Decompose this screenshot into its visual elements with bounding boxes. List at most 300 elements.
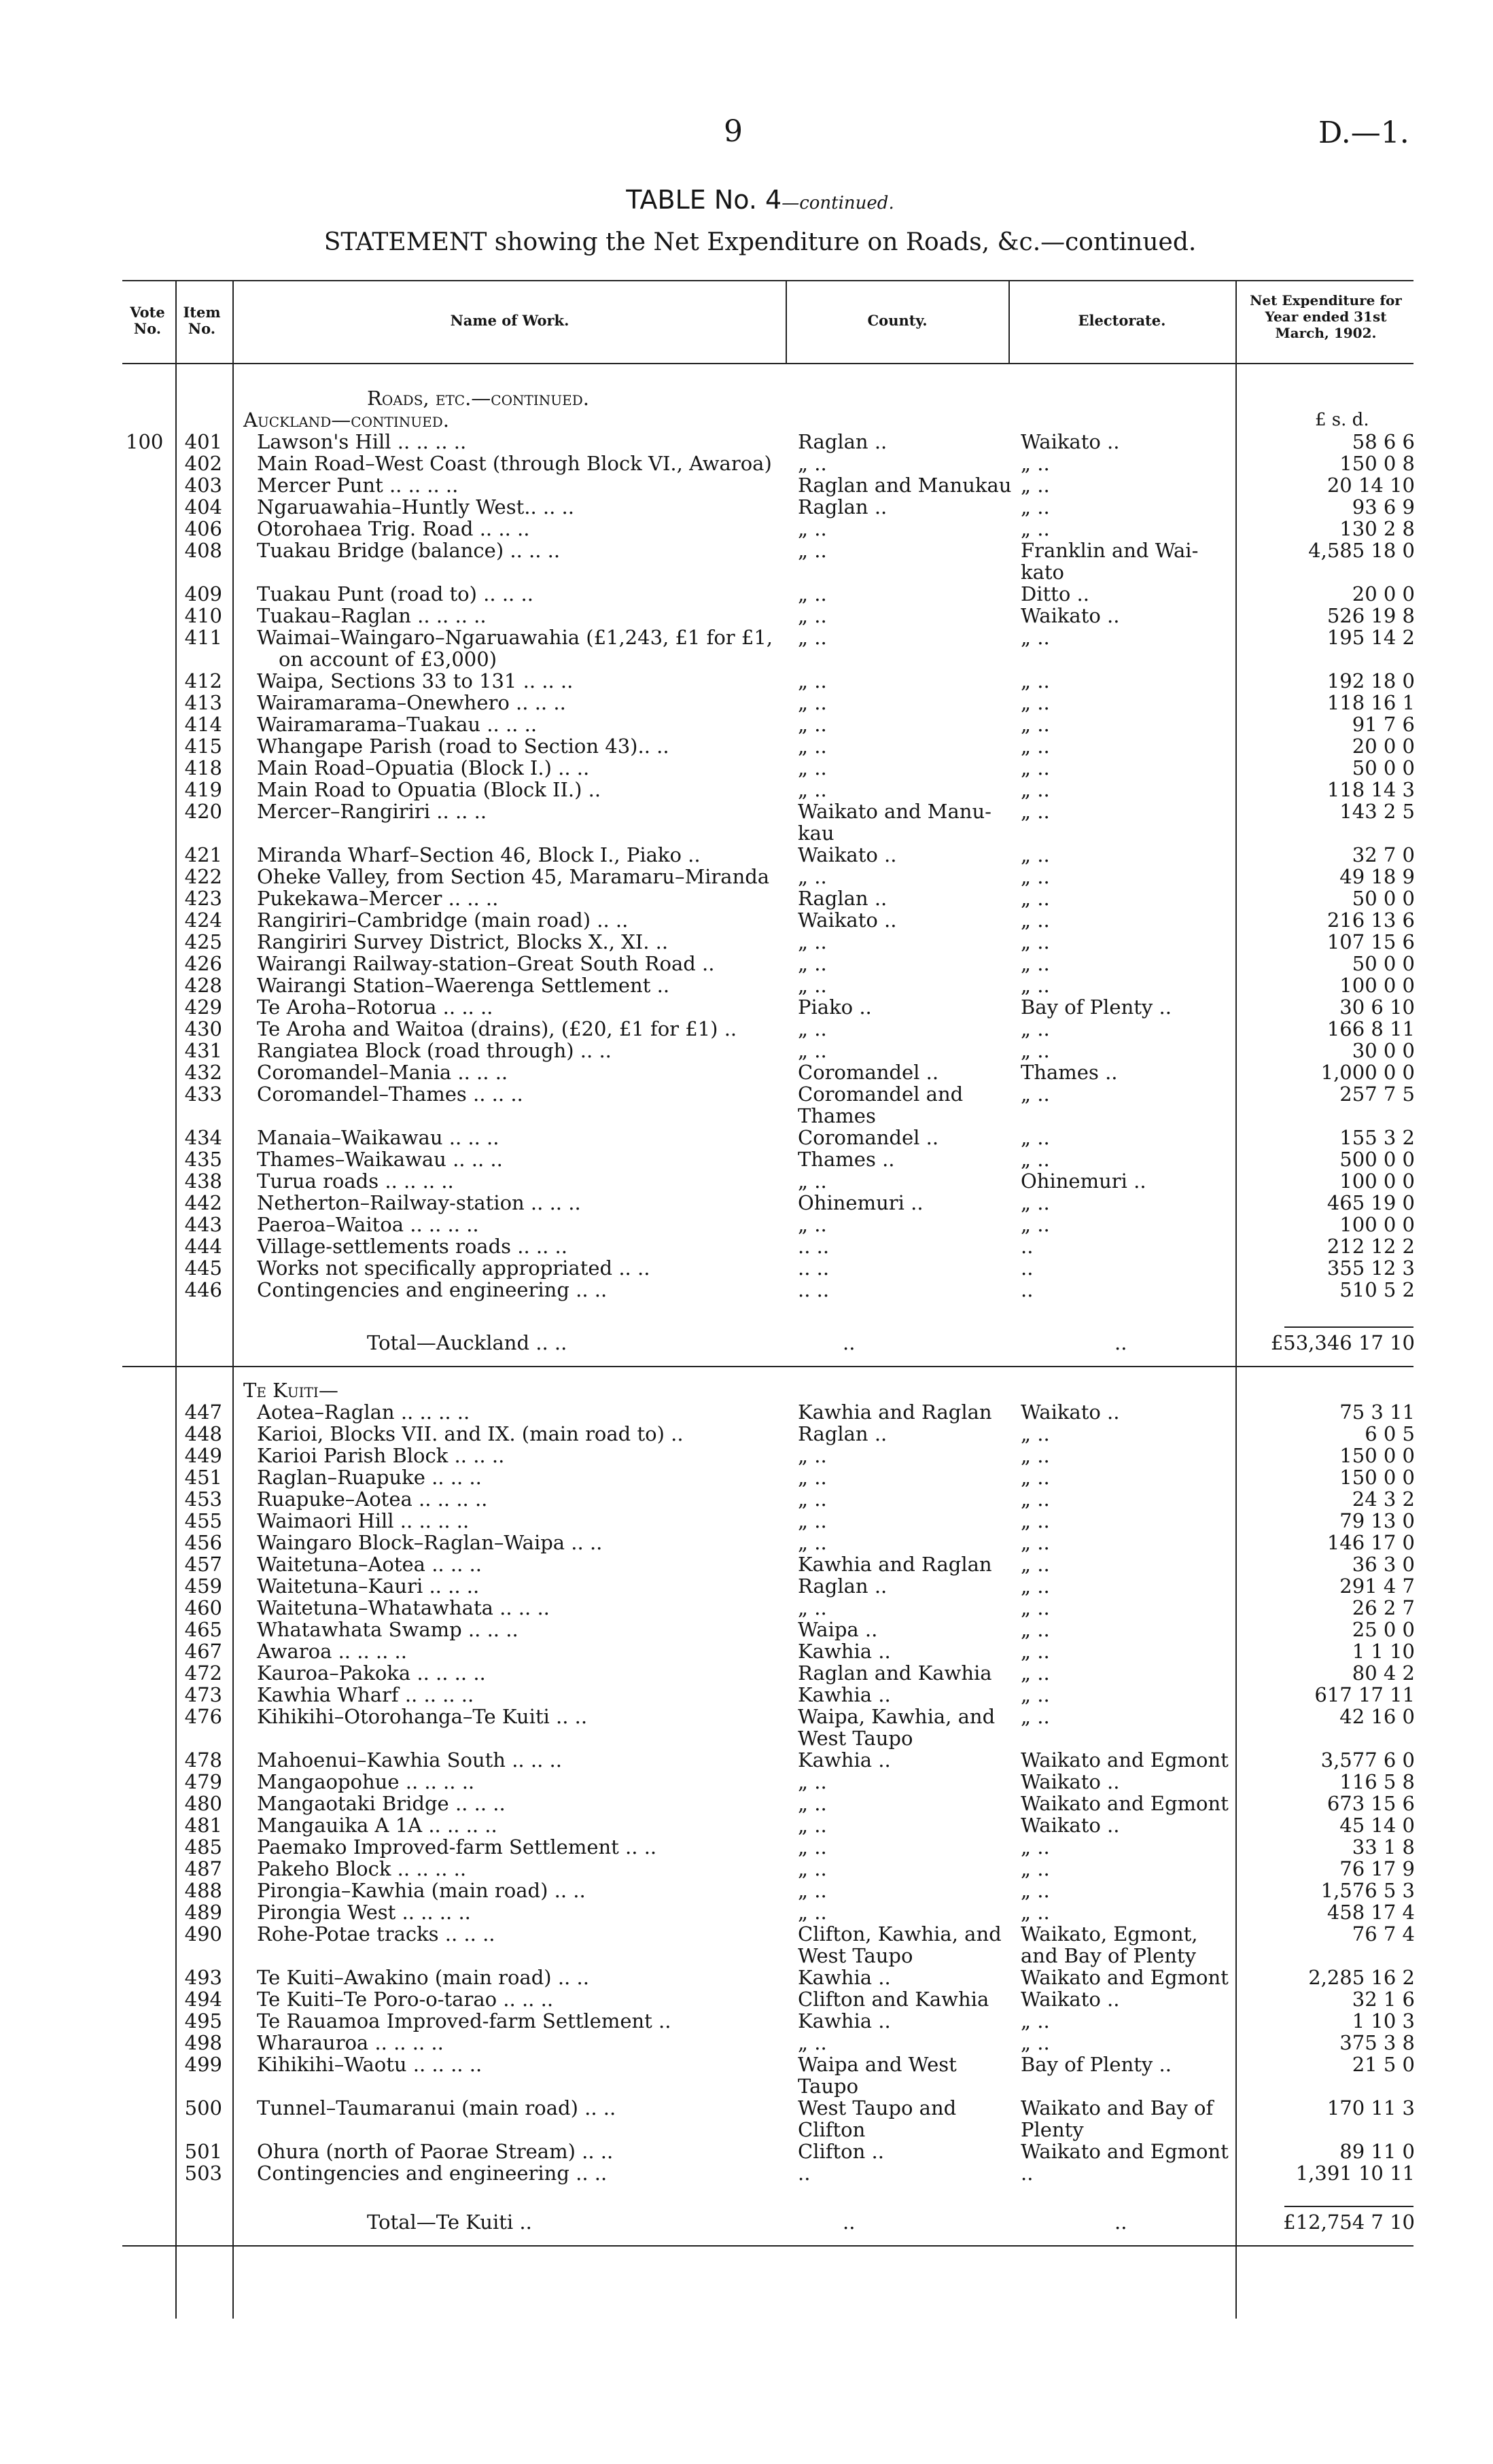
electorate: Ditto .. [1021,582,1089,605]
work-name: Waingaro Block–Raglan–Waipa .. .. [257,1531,603,1554]
net-expenditure: 291 4 7 [1339,1574,1415,1598]
county: Coromandel .. [798,1126,939,1149]
item-number: 478 [184,1748,222,1772]
county: „ .. [798,1509,827,1532]
county-continued: West Taupo [798,1727,913,1750]
electorate: „ .. [1021,691,1050,714]
item-number: 498 [184,2031,222,2054]
work-name: Karioi, Blocks VII. and IX. (main road to) .. [257,1422,684,1445]
electorate: „ .. [1021,1618,1050,1641]
item-number: 415 [184,735,222,758]
county: „ .. [798,452,827,475]
total-electorate: .. [1114,2211,1127,2234]
county: „ .. [798,2031,827,2054]
electorate: „ .. [1021,2031,1050,2054]
electorate: Waikato .. [1021,1770,1120,1793]
work-name: Rangiriri–Cambridge (main road) .. .. [257,909,629,932]
county: Raglan and Manukau [798,474,1012,497]
item-number: 451 [184,1466,222,1489]
item-number: 434 [184,1126,222,1149]
work-name: Turua roads .. .. .. .. [257,1169,454,1193]
table-row [0,518,1493,540]
electorate: „ .. [1021,909,1050,932]
item-number: 495 [184,2009,222,2032]
header-top-rule [122,280,1413,281]
section-heading-auckland: Auckland—continued. [243,408,449,432]
page-number: 9 [724,114,743,149]
net-expenditure: 6 0 5 [1365,1422,1415,1445]
electorate: „ .. [1021,1705,1050,1728]
item-number: 459 [184,1574,222,1598]
table-row [0,1214,1493,1235]
work-name: Wharauroa .. .. .. .. [257,2031,444,2054]
item-number: 426 [184,952,222,975]
county: „ .. [798,952,827,975]
county: „ .. [798,930,827,953]
table-row [0,2162,1493,2184]
table-row [0,1257,1493,1279]
work-name: Oheke Valley, from Section 45, Maramaru–Miranda [257,865,770,888]
electorate: „ .. [1021,1422,1050,1445]
county: „ .. [798,1901,827,1924]
net-expenditure: 192 18 0 [1327,669,1415,692]
col-header-net-expenditure: Net Expenditure for Year ended 31st March, 1902. [1250,292,1402,341]
work-name: Karioi Parish Block .. .. .. [257,1444,505,1467]
electorate: „ .. [1021,713,1050,736]
net-expenditure: 1,391 10 11 [1295,2162,1415,2185]
net-expenditure: 20 0 0 [1352,582,1415,605]
table-row [0,453,1493,474]
net-expenditure: 116 5 8 [1339,1770,1415,1793]
work-name: Wairamarama–Onewhero .. .. .. [257,691,566,714]
item-number: 425 [184,930,222,953]
electorate: „ .. [1021,452,1050,475]
table-row [0,431,1493,453]
item-number: 401 [184,430,222,453]
county: Raglan .. [798,430,888,453]
county: „ .. [798,1169,827,1193]
net-expenditure: 80 4 2 [1352,1661,1415,1685]
col-header-vote: Vote No. [130,304,165,337]
county: Kawhia .. [798,1748,891,1772]
county: „ .. [798,974,827,997]
table-row [0,996,1493,1018]
county: Piako .. [798,996,872,1019]
item-number: 406 [184,517,222,540]
work-name: Waipa, Sections 33 to 131 .. .. .. [257,669,574,692]
item-number: 481 [184,1814,222,1837]
table-row [0,953,1493,974]
work-name-continued: on account of £3,000) [279,648,497,671]
table-row [0,1597,1493,1619]
table-row [0,1793,1493,1814]
county: „ .. [798,778,827,801]
work-name: Tunnel–Taumaranui (main road) .. .. [257,2096,616,2119]
electorate: „ .. [1021,474,1050,497]
electorate: „ .. [1021,1444,1050,1467]
county: „ .. [798,626,827,649]
net-expenditure: 4,585 18 0 [1308,539,1415,562]
electorate: „ .. [1021,1488,1050,1511]
electorate: „ .. [1021,778,1050,801]
county: Clifton .. [798,2140,884,2163]
item-number: 448 [184,1422,222,1445]
work-name: Netherton–Railway-station .. .. .. [257,1191,581,1214]
county: „ .. [798,604,827,627]
table-row [0,2010,1493,2032]
electorate: „ .. [1021,517,1050,540]
net-expenditure: 146 17 0 [1327,1531,1415,1554]
item-number: 422 [184,865,222,888]
total-rule [1284,2206,1413,2207]
item-number: 442 [184,1191,222,1214]
work-name: Lawson's Hill .. .. .. .. [257,430,467,453]
work-name: Te Aroha and Waitoa (drains), (£20, £1 for £1) .. [257,1017,737,1040]
document-code: D.—1. [1318,116,1409,150]
table-row [0,1466,1493,1488]
work-name: Ohura (north of Paorae Stream) .. .. [257,2140,614,2163]
work-name: Main Road–West Coast (through Block VI., Awaroa) [257,452,772,475]
work-name: Te Kuiti–Awakino (main road) .. .. [257,1966,589,1989]
electorate: Waikato .. [1021,1814,1120,1837]
table-row [0,757,1493,779]
item-number: 411 [184,626,222,649]
net-expenditure: 107 15 6 [1327,930,1415,953]
item-number: 465 [184,1618,222,1641]
electorate: „ .. [1021,930,1050,953]
work-name: Manaia–Waikawau .. .. .. [257,1126,499,1149]
electorate: „ .. [1021,974,1050,997]
electorate: „ .. [1021,1661,1050,1685]
net-expenditure: 20 14 10 [1327,474,1415,497]
item-number: 446 [184,1278,222,1301]
item-number: 408 [184,539,222,562]
county: Waikato .. [798,843,897,866]
table-row [0,1684,1493,1706]
county: „ .. [798,517,827,540]
net-expenditure: 1 1 10 [1352,1640,1415,1663]
county: Waikato .. [798,909,897,932]
net-expenditure: 526 19 8 [1327,604,1415,627]
item-number: 455 [184,1509,222,1532]
net-expenditure: 1 10 3 [1352,2009,1415,2032]
table-row [0,1148,1493,1170]
net-expenditure: 155 3 2 [1339,1126,1415,1149]
item-number: 499 [184,2053,222,2076]
electorate: „ .. [1021,1213,1050,1236]
work-name: Main Road to Opuatia (Block II.) .. [257,778,601,801]
net-expenditure: 24 3 2 [1352,1488,1415,1511]
work-name: Main Road–Opuatia (Block I.) .. .. [257,756,590,779]
item-number: 433 [184,1083,222,1106]
county: „ .. [798,1879,827,1902]
county-continued: Taupo [798,2075,859,2098]
total-te-kuiti-row [0,2211,1493,2233]
county: .. [798,2162,811,2185]
work-name: Te Aroha–Rotorua .. .. .. [257,996,493,1019]
table-row [0,931,1493,953]
work-name: Rangiriri Survey District, Blocks X., XI. .. [257,930,669,953]
net-expenditure: 150 0 0 [1339,1444,1415,1467]
electorate: „ .. [1021,669,1050,692]
table-row [0,1018,1493,1040]
table-title-suffix: —continued. [781,193,894,213]
table-row [0,1061,1493,1083]
table-row [0,866,1493,887]
table-row [0,1836,1493,1858]
item-number: 487 [184,1857,222,1880]
table-title [0,185,1493,215]
electorate: „ .. [1021,1466,1050,1489]
table-row [0,1192,1493,1214]
county: Raglan .. [798,1574,888,1598]
county: „ .. [798,756,827,779]
item-number: 410 [184,604,222,627]
electorate: Waikato .. [1021,604,1120,627]
table-row [0,1858,1493,1880]
net-expenditure: 91 7 6 [1352,713,1415,736]
net-expenditure: 32 1 6 [1352,1988,1415,2011]
table-row [0,605,1493,627]
county: „ .. [798,1814,827,1837]
work-name: Wairangi Station–Waerenga Settlement .. [257,974,670,997]
electorate: „ .. [1021,1901,1050,1924]
net-expenditure: 21 5 0 [1352,2053,1415,2076]
net-expenditure: 170 11 3 [1327,2096,1415,2119]
county: „ .. [798,691,827,714]
net-expenditure: 617 17 11 [1314,1683,1415,1706]
net-expenditure: 100 0 0 [1339,974,1415,997]
net-expenditure: 500 0 0 [1339,1148,1415,1171]
table-row [0,1640,1493,1662]
item-number: 430 [184,1017,222,1040]
work-name: Tuakau Bridge (balance) .. .. .. [257,539,561,562]
work-name: Aotea–Raglan .. .. .. .. [257,1401,470,1424]
item-number: 444 [184,1235,222,1258]
electorate: Waikato .. [1021,1988,1120,2011]
col-header-item: Item No. [183,304,221,337]
electorate: „ .. [1021,1039,1050,1062]
item-number: 428 [184,974,222,997]
county: „ .. [798,1770,827,1793]
table-row [0,1662,1493,1684]
table-row [0,1040,1493,1061]
work-name: Tuakau Punt (road to) .. .. .. [257,582,533,605]
table-row [0,1170,1493,1192]
work-name: Pakeho Block .. .. .. .. [257,1857,467,1880]
work-name: Paeroa–Waitoa .. .. .. .. [257,1213,479,1236]
net-expenditure: 143 2 5 [1339,800,1415,823]
work-name: Village-settlements roads .. .. .. [257,1235,567,1258]
work-name: Pukekawa–Mercer .. .. .. [257,887,499,910]
item-number: 467 [184,1640,222,1663]
net-expenditure: 26 2 7 [1352,1596,1415,1619]
county: Waipa .. [798,1618,878,1641]
item-number: 438 [184,1169,222,1193]
net-expenditure: 100 0 0 [1339,1169,1415,1193]
work-name: Otorohaea Trig. Road .. .. .. [257,517,530,540]
currency-header: £ s. d. [1315,410,1369,430]
item-number: 449 [184,1444,222,1467]
column-rule [1008,280,1010,363]
work-name: Waitetuna–Aotea .. .. .. [257,1553,482,1576]
item-number: 485 [184,1835,222,1859]
county: „ .. [798,1531,827,1554]
table-row [0,583,1493,605]
county: „ .. [798,1017,827,1040]
electorate: .. [1021,2162,1034,2185]
table-bottom-rule [122,2245,1413,2247]
item-number: 435 [184,1148,222,1171]
county: Kawhia .. [798,1966,891,1989]
county: Waipa, Kawhia, and [798,1705,996,1728]
table-row [0,714,1493,735]
table-row [0,1083,1493,1127]
item-number: 472 [184,1661,222,1685]
county: Waikato and Manu- [798,800,991,823]
work-name: Miranda Wharf–Section 46, Block I., Piako .. [257,843,701,866]
work-name: Kawhia Wharf .. .. .. .. [257,1683,474,1706]
item-number: 421 [184,843,222,866]
net-expenditure: 30 6 10 [1339,996,1415,1019]
county: Kawhia .. [798,1683,891,1706]
net-expenditure: 100 0 0 [1339,1213,1415,1236]
total-label: Total—Auckland .. .. [367,1331,567,1354]
item-number: 409 [184,582,222,605]
county: West Taupo and [798,2096,957,2119]
county: „ .. [798,735,827,758]
work-name: Waimai–Waingaro–Ngaruawahia (£1,243, £1 for £1, [257,626,773,649]
table-row [0,1510,1493,1532]
electorate: Waikato .. [1021,1401,1120,1424]
table-row [0,887,1493,909]
net-expenditure: 212 12 2 [1327,1235,1415,1258]
net-expenditure: 50 0 0 [1352,887,1415,910]
county: „ .. [798,539,827,562]
work-name: Mercer Punt .. .. .. .. [257,474,459,497]
electorate: Thames .. [1021,1061,1118,1084]
table-row [0,2054,1493,2097]
table-row [0,735,1493,757]
work-name: Contingencies and engineering .. .. [257,1278,608,1301]
section-heading-te-kuiti: Te Kuiti— [243,1379,338,1402]
column-rule [786,280,787,363]
work-name: Rangiatea Block (road through) .. .. [257,1039,612,1062]
county-continued: Clifton [798,2118,866,2141]
item-number: 503 [184,2162,222,2185]
table-row [0,800,1493,844]
item-number: 420 [184,800,222,823]
work-name: Kihikihi–Otorohanga–Te Kuiti .. .. [257,1705,588,1728]
county: „ .. [798,865,827,888]
county-continued: Thames [798,1104,876,1127]
county: Ohinemuri .. [798,1191,924,1214]
net-expenditure: 458 17 4 [1327,1901,1415,1924]
net-expenditure: 25 0 0 [1352,1618,1415,1641]
net-expenditure: 3,577 6 0 [1320,1748,1415,1772]
net-expenditure: 93 6 9 [1352,495,1415,518]
table-row [0,2141,1493,2162]
total-county: .. [843,2211,856,2234]
total-electorate: .. [1114,1331,1127,1354]
electorate: „ .. [1021,952,1050,975]
county: Kawhia and Raglan [798,1553,992,1576]
county: „ .. [798,1488,827,1511]
net-expenditure: 465 19 0 [1327,1191,1415,1214]
electorate: „ .. [1021,843,1050,866]
county: „ .. [798,1466,827,1489]
county: Kawhia .. [798,1640,891,1663]
electorate: „ .. [1021,756,1050,779]
electorate: „ .. [1021,1017,1050,1040]
item-number: 431 [184,1039,222,1062]
work-name: Whangape Parish (road to Section 43).. .. [257,735,669,758]
county-continued: West Taupo [798,1944,913,1967]
item-number: 488 [184,1879,222,1902]
table-row [0,974,1493,996]
table-row [0,1814,1493,1836]
work-name: Kauroa–Pakoka .. .. .. .. [257,1661,486,1685]
table-row [0,1279,1493,1301]
table-row [0,474,1493,496]
table-row [0,1445,1493,1466]
net-expenditure: 89 11 0 [1339,2140,1415,2163]
col-header-electorate: Electorate. [1078,312,1166,329]
work-name: Awaroa .. .. .. .. [257,1640,407,1663]
table-row [0,2097,1493,2141]
item-number: 490 [184,1922,222,1946]
electorate: Ohinemuri .. [1021,1169,1146,1193]
item-number: 447 [184,1401,222,1424]
net-expenditure: 150 0 8 [1339,452,1415,475]
item-number: 418 [184,756,222,779]
item-number: 494 [184,1988,222,2011]
table-row [0,1235,1493,1257]
work-name: Te Rauamoa Improved-farm Settlement .. [257,2009,671,2032]
item-number: 429 [184,996,222,1019]
table-row [0,1553,1493,1575]
total-rule [1284,1326,1413,1328]
electorate: Waikato and Bay of [1021,2096,1214,2119]
work-name: Mercer–Rangiriri .. .. .. [257,800,487,823]
electorate: .. [1021,1278,1034,1301]
work-name: Waimaori Hill .. .. .. .. [257,1509,470,1532]
work-name: Waitetuna–Whatawhata .. .. .. [257,1596,550,1619]
net-expenditure: 50 0 0 [1352,756,1415,779]
item-number: 419 [184,778,222,801]
work-name: Tuakau–Raglan .. .. .. .. [257,604,487,627]
item-number: 423 [184,887,222,910]
table-row [0,1127,1493,1148]
electorate: „ .. [1021,735,1050,758]
net-expenditure: 58 6 6 [1352,430,1415,453]
net-expenditure: 673 15 6 [1327,1792,1415,1815]
net-expenditure: 79 13 0 [1339,1509,1415,1532]
table-row [0,540,1493,583]
table-row [0,1423,1493,1445]
electorate: Waikato and Egmont [1021,1966,1229,1989]
work-name: Mangauika A 1A .. .. .. .. [257,1814,497,1837]
vote-number: 100 [126,430,164,453]
net-expenditure: 75 3 11 [1339,1401,1415,1424]
county: „ .. [798,1596,827,1619]
county: Kawhia .. [798,2009,891,2032]
electorate: „ .. [1021,1148,1050,1171]
total-amount: £12,754 7 10 [1283,2211,1415,2234]
net-expenditure: 45 14 0 [1339,1814,1415,1837]
table-row [0,1967,1493,1988]
electorate: „ .. [1021,1531,1050,1554]
